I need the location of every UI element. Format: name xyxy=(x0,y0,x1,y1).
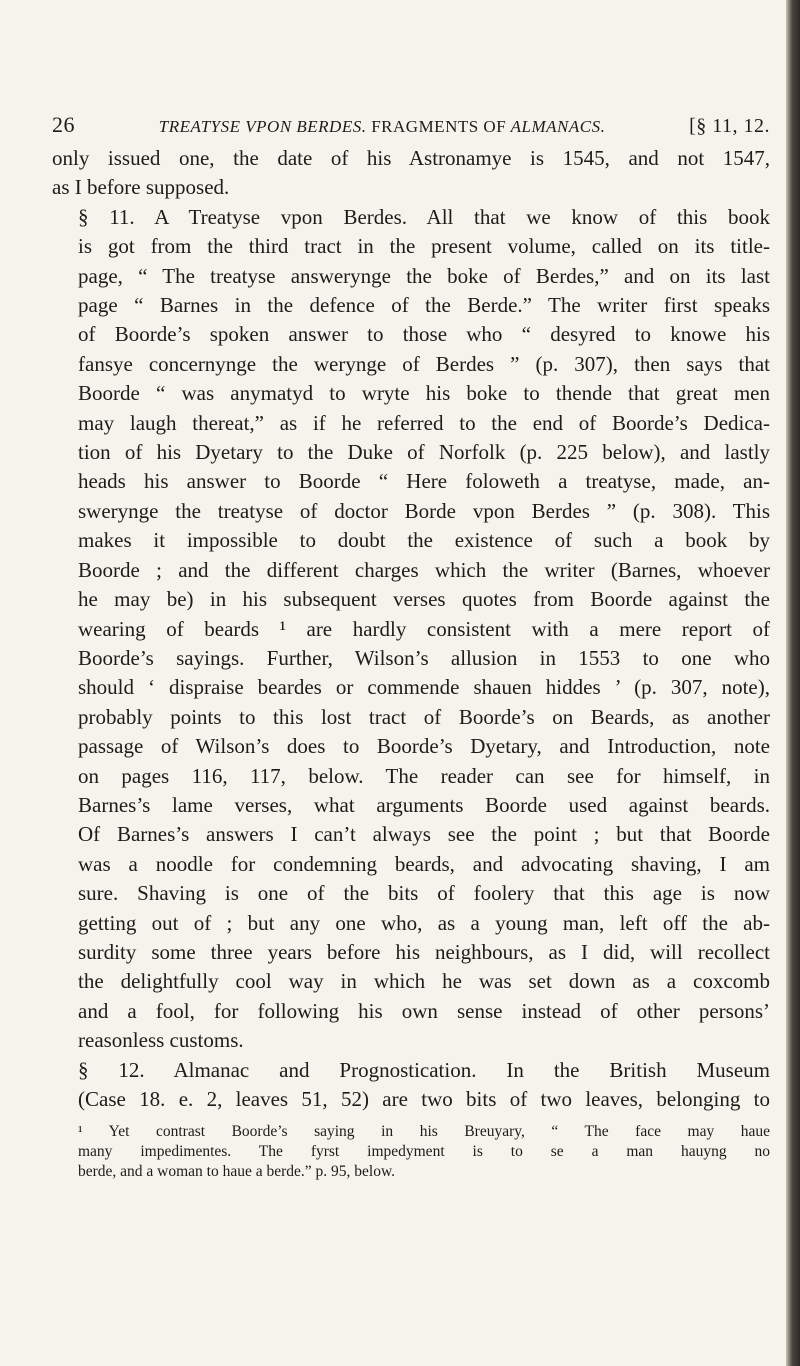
text-line: passage of Wilson’s does to Boorde’s Dyetary, and Introduction, note xyxy=(78,734,770,759)
section-reference: [§ 11, 12. xyxy=(689,115,770,137)
text-line: swerynge the treatyse of doctor Borde vpon Berdes ” (p. 308). This xyxy=(78,498,770,523)
paragraph-section-11 xyxy=(52,203,770,1056)
running-title-plain: FRAGMENTS OF xyxy=(371,117,507,136)
footnote-line: many impedimentes. The fyrst impedyment is to se a man hauyng no xyxy=(78,1143,770,1161)
text-line: may laugh thereat,” as if he referred to the end of Boorde’s Dedica- xyxy=(78,410,770,435)
text-line: Barnes’s lame verses, what arguments Boorde used against beards. xyxy=(78,792,770,817)
footnote xyxy=(52,1122,770,1182)
paragraph-section-12 xyxy=(52,1056,770,1115)
text-line: Of Barnes’s answers I can’t always see the point ; but that Boorde xyxy=(78,822,770,847)
paragraph-1 xyxy=(52,144,770,203)
text-line: he may be) in his subsequent verses quotes from Boorde against the xyxy=(78,587,770,612)
text-line: Boorde “ was anymatyd to wryte his boke to thende that great men xyxy=(78,381,770,406)
text-line: page “ Barnes in the defence of the Berde.” The writer first speaks xyxy=(78,293,770,318)
text-line: sure. Shaving is one of the bits of foolery that this age is now xyxy=(78,881,770,906)
page-edge-shadow xyxy=(786,0,800,1366)
text-line: (Case 18. e. 2, leaves 51, 52) are two bits of two leaves, belonging to xyxy=(78,1087,770,1111)
book-page xyxy=(52,112,770,1182)
running-title xyxy=(159,117,606,137)
text-line: was a noodle for condemning beards, and advocating shaving, I am xyxy=(78,851,770,876)
footnote-line: berde, and a woman to haue a berde.” p. 95, below. xyxy=(78,1163,396,1181)
text-line: reasonless customs. xyxy=(78,1028,244,1053)
text-line: only issued one, the date of his Astronamye is 1545, and not 1547, xyxy=(52,146,770,170)
page-number: 26 xyxy=(52,112,75,137)
text-line: page, “ The treatyse answerynge the boke of Berdes,” and on its last xyxy=(78,263,770,288)
text-line: tion of his Dyetary to the Duke of Norfolk (p. 225 below), and lastly xyxy=(78,440,770,465)
running-title-italic: TREATYSE VPON BERDES. xyxy=(158,117,367,136)
text-line: should ‘ dispraise beardes or commende shauen hiddes ’ (p. 307, note), xyxy=(78,675,770,700)
text-line: of Boorde’s spoken answer to those who “ desyred to knowe his xyxy=(78,322,770,347)
text-line: as I before supposed. xyxy=(52,175,230,200)
text-line: Boorde ; and the different charges which the writer (Barnes, whoever xyxy=(78,557,770,582)
text-line: Boorde’s sayings. Further, Wilson’s allusion in 1553 to one who xyxy=(78,645,770,670)
text-line: fansye concernynge the werynge of Berdes ” (p. 307), then says that xyxy=(78,351,770,376)
text-line: wearing of beards ¹ are hardly consistent with a mere report of xyxy=(78,616,770,641)
text-line: § 12. Almanac and Prognostication. In the British Museum xyxy=(78,1057,770,1082)
footnote-line: ¹ Yet contrast Boorde’s saying in his Breuyary, “ The face may haue xyxy=(78,1123,770,1141)
running-header xyxy=(52,112,770,138)
text-line: probably points to this lost tract of Boorde’s on Beards, as another xyxy=(78,704,770,729)
body-text xyxy=(52,144,770,1114)
text-line: and a fool, for following his own sense instead of other persons’ xyxy=(78,998,770,1023)
running-title-italic-2: ALMANACS. xyxy=(510,117,606,136)
text-line: on pages 116, 117, below. The reader can see for himself, in xyxy=(78,763,770,788)
text-line: the delightfully cool way in which he was set down as a coxcomb xyxy=(78,969,770,994)
text-line: surdity some three years before his neighbours, as I did, will recollect xyxy=(78,939,770,964)
text-line: makes it impossible to doubt the existence of such a book by xyxy=(78,528,770,553)
text-line: § 11. A Treatyse vpon Berdes. All that we know of this book xyxy=(78,204,770,229)
text-line: heads his answer to Boorde “ Here foloweth a treatyse, made, an- xyxy=(78,469,770,494)
text-line: getting out of ; but any one who, as a young man, left off the ab- xyxy=(78,910,770,935)
text-line: is got from the third tract in the present volume, called on its title- xyxy=(78,234,770,259)
